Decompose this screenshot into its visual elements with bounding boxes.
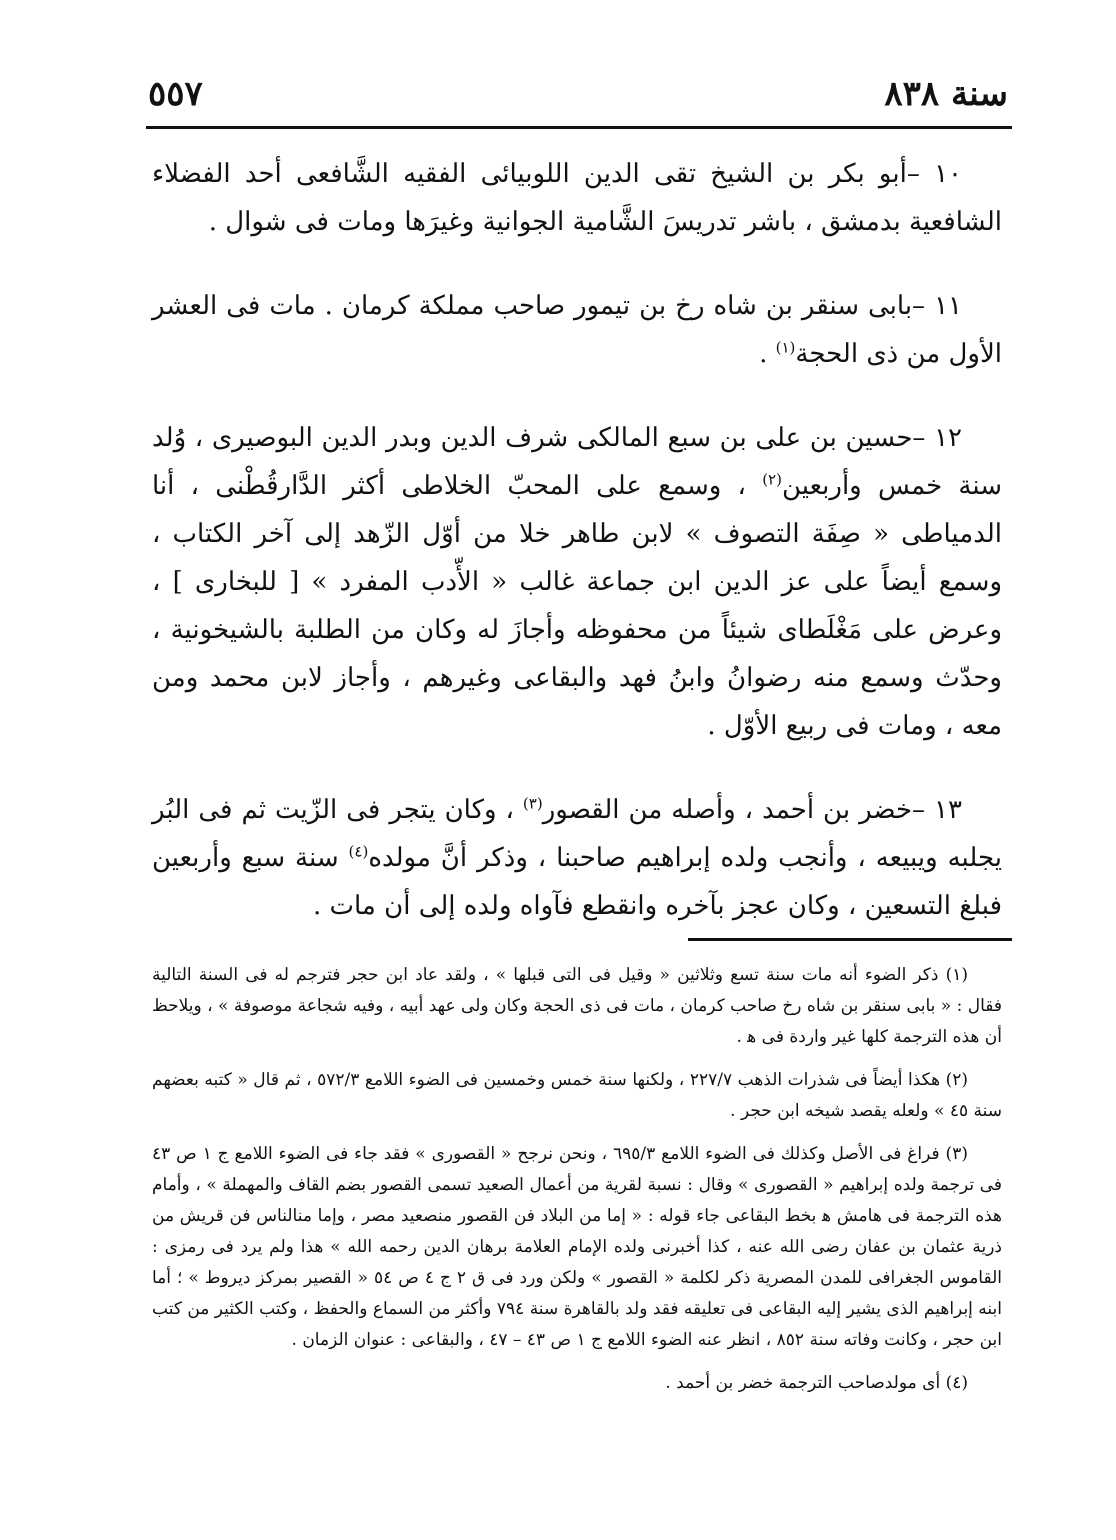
footnote-4: (٤) أى مولدصاحب الترجمة خضر بن أحمد .: [665, 1373, 968, 1393]
footnote-marker: (٢): [762, 470, 782, 489]
running-head-year: سنة ٨٣٨: [884, 74, 1008, 114]
page-number: ٥٥٧: [148, 74, 203, 114]
entry-text-end: .: [759, 339, 776, 369]
footnote-2: (٢) هكذا أيضاً فى شذرات الذهب ٢٢٧/٧ ، ولكنها سنة خمس وخمسين فى الضوء اللامع ٥٧٢/٣ ، ثم قال « كتبه بعضهم سنة ٤٥ » ولعله يقصد شيخه ابن حجر .: [152, 1070, 1002, 1121]
entry-text: ١٠ –أبو بكر بن الشيخ تقى الدين اللوبيائى الفقيه الشَّافعى أحد الفضلاء الشافعية بدمشق ، باشر تدريسَ الشَّامية الجوانية وغيرَها ومات فى شوال .: [152, 159, 1002, 237]
footnote-marker: (٣): [522, 794, 543, 813]
entry-text-end: سنة سبع وأربعين فبلغ التسعين ، وكان عجز بآخره وانقطع فآواه ولده إلى أن مات .: [152, 843, 1002, 921]
entry-12: [152, 414, 1002, 750]
footnotes: [152, 960, 1002, 1411]
page-header: [148, 74, 1008, 120]
entry-13: [152, 786, 1002, 930]
entry-10: [152, 150, 1002, 246]
footnote-rule: [688, 938, 1012, 941]
footnote-marker: (٤): [348, 842, 369, 861]
entry-text: ١٣ –خضر بن أحمد ، وأصله من القصور: [542, 795, 962, 825]
footnote-3: (٣) فراغ فى الأصل وكذلك فى الضوء اللامع ٦٩٥/٣ ، ونحن نرجح « القصورى » فقد جاء فى الضوء اللامع ج ١ ص ٤٣ فى ترجمة ولده إبراهيم « القصورى » وقال : نسبة لقرية من أعمال الصعيد تسمى القصور بضم القاف والمهملة » ، وأمام هذه الترجمة فى هامش ﻫ بخط البقاعى جاء قوله : « إما من البلاد فن القصور منصعيد مصر ، وإما منالناس فن قريش من ذرية عثمان بن عفان رضى الله عنه ، كذا أخبرنى ولده الإمام العلامة برهان الدين رحمه الله » هذا ولم يرد فى رمزى : القاموس الجغرافى للمدن المصرية ذكر لكلمة « القصور » ولكن ورد فى ق ٢ ج ٤ ص ٥٤ « القصير بمركز ديروط » ؛ أما ابنه إبراهيم الذى يشير إليه البقاعى فى تعليقه فقد ولد بالقاهرة سنة ٧٩٤ وأكثر من السماع والحفظ ، وكتب الكثير من كتب ابن حجر ، وكانت وفاته سنة ٨٥٢ ، انظر عنه الضوء اللامع ج ١ ص ٤٣ – ٤٧ ، والبقاعى : عنوان الزمان .: [152, 1144, 1003, 1350]
entry-text: ١١ –بابى سنقر بن شاه رخ بن تيمور صاحب مملكة كرمان . مات فى العشر الأول من ذى الحجة: [152, 291, 1002, 369]
entry-11: [152, 282, 1002, 378]
header-rule: [146, 126, 1012, 129]
footnote-1: (١) ذكر الضوء أنه مات سنة تسع وثلاثين « وقيل فى التى قبلها » ، ولقد عاد ابن حجر فترجم له فى السنة التالية فقال : « بابى سنقر بن شاه رخ صاحب كرمان ، مات فى ذى الحجة وكان ولى عهد أبيه ، وفيه شجاعة موصوفة » ، ويلاحظ أن هذه الترجمة كلها غير واردة فى ﻫ .: [152, 965, 1002, 1047]
main-text: [152, 150, 1002, 966]
entry-text: ١٢ –حسين بن على بن سبع المالكى شرف الدين وبدر الدين البوصيرى ، وُلد سنة خمس وأربعين: [152, 423, 1003, 501]
entry-text-continued: ، وسمع على المحبّ الخلاطى أكثر الدَّارقُطْنى ، أنا الدمياطى « صِفَة التصوف » لابن طاهر خلا من أوّل الزّهد إلى آخر الكتاب ، وسمع أيضاً على عز الدين ابن جماعة غالب « الأّدب المفرد » [ للبخارى ] ، وعرض على مَغْلَطاى شيئاً من محفوظه وأجازَ له وكان من الطلبة بالشيخونية ، وحدّث وسمع منه رضوانُ وابنُ فهد والبقاعى وغيرهم ، وأجاز لابن محمد ومن معه ، ومات فى ربيع الأوّل .: [152, 471, 1002, 741]
entry-text-continued: ، وكان يتجر فى الزّيت ثم فى البُر يجلبه ويبيعه ، وأنجب ولده إبراهيم صاحبنا ، وذكر أنَّ مولده: [152, 795, 1003, 873]
footnote-marker: (١): [775, 338, 796, 357]
